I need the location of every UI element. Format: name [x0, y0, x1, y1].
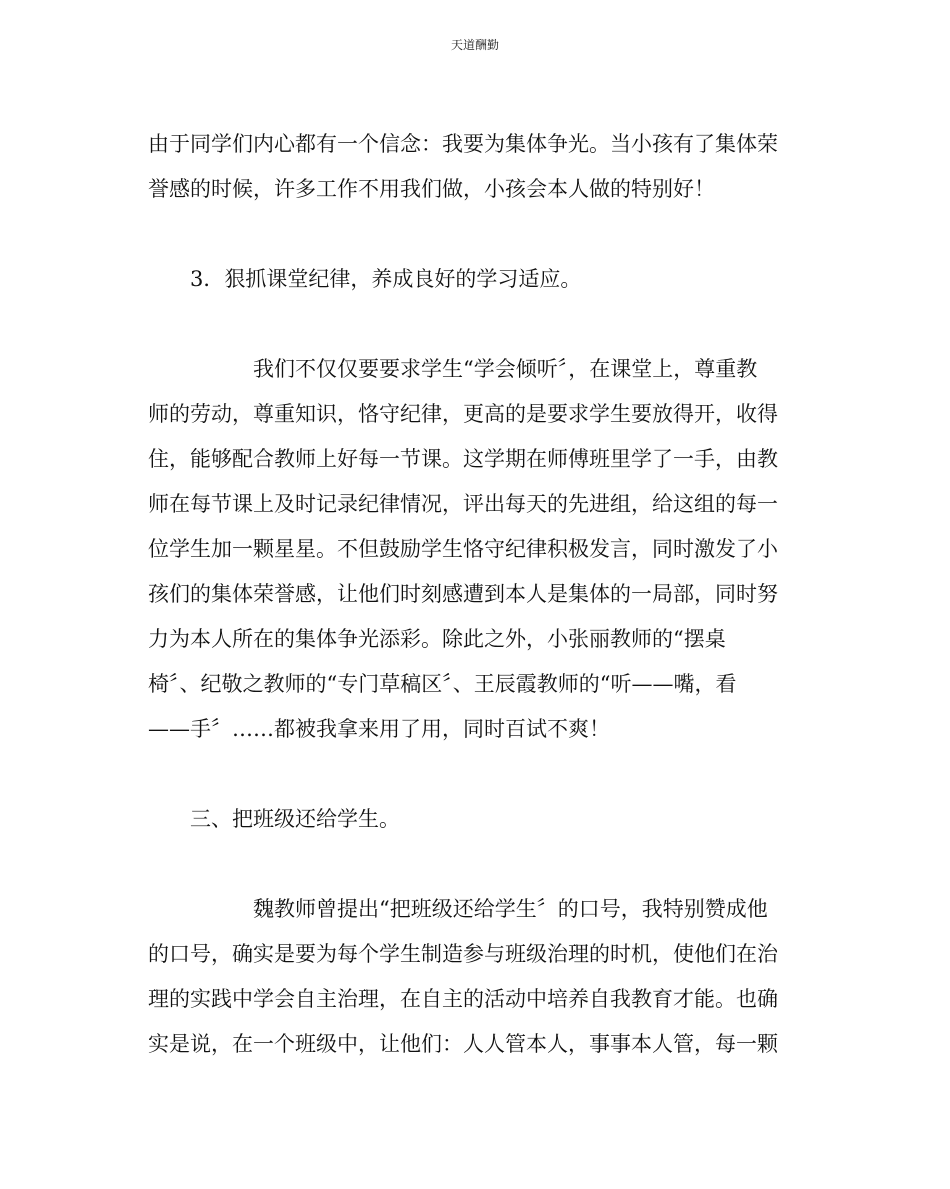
paragraph-3-line-1: 魏教师曾提出“把班级还给学生〞的口号，我特别赞成他	[253, 897, 768, 921]
paragraph-2	[148, 347, 803, 752]
paragraph-3	[148, 887, 803, 1067]
paragraph-2-line-1: 我们不仅仅要要求学生“学会倾听〞，在课堂上，尊重教	[253, 357, 758, 381]
paragraph-3-line-2: 的口号，确实是要为每个学生制造参与班级治理的时机，使他们在治	[148, 942, 778, 966]
paragraph-gap	[148, 212, 803, 257]
section-heading-three-text: 三、把班级还给学生。	[190, 807, 400, 831]
section-heading-three	[148, 797, 803, 842]
paragraph-2-line-9: ——手〞……都被我拿来用了用，同时百试不爽！	[148, 717, 610, 741]
paragraph-2-line-2: 师的劳动，尊重知识，恪守纪律，更高的是要求学生要放得开，收得	[148, 402, 778, 426]
paragraph-gap	[148, 842, 803, 887]
paragraph-2-line-5: 位学生加一颗星星。不但鼓励学生恪守纪律积极发言，同时激发了小	[148, 537, 778, 561]
document-body	[148, 122, 803, 1067]
page-header: 天道酬勤	[450, 38, 499, 52]
paragraph-3-line-4: 实是说，在一个班级中，让他们：人人管本人，事事本人管，每一颗	[148, 1032, 778, 1056]
paragraph-2-line-7: 力为本人所在的集体争光添彩。除此之外，小张丽教师的“摆桌	[148, 627, 726, 651]
paragraph-2-line-8: 椅〞、纪敬之教师的“专门草稿区〞、王辰霞教师的“听——嘴，看	[148, 672, 737, 696]
paragraph-3-line-3: 理的实践中学会自主治理，在自主的活动中培养自我教育才能。也确	[148, 987, 778, 1011]
paragraph-gap	[148, 752, 803, 797]
paragraph-2-line-4: 师在每节课上及时记录纪律情况，评出每天的先进组，给这组的每一	[148, 492, 778, 516]
paragraph-2-line-6: 孩们的集体荣誉感，让他们时刻感遭到本人是集体的一局部，同时努	[148, 582, 778, 606]
section-heading-3-text: 3．狠抓课堂纪律，养成良好的学习适应。	[190, 267, 582, 291]
paragraph-1	[148, 122, 803, 212]
paragraph-gap	[148, 302, 803, 347]
section-heading-3	[148, 257, 803, 302]
paragraph-2-line-3: 住，能够配合教师上好每一节课。这学期在师傅班里学了一手，由教	[148, 447, 778, 471]
paragraph-1-line-2: 誉感的时候，许多工作不用我们做，小孩会本人做的特别好！	[148, 177, 715, 201]
paragraph-1-line-1: 由于同学们内心都有一个信念：我要为集体争光。当小孩有了集体荣	[148, 132, 778, 156]
